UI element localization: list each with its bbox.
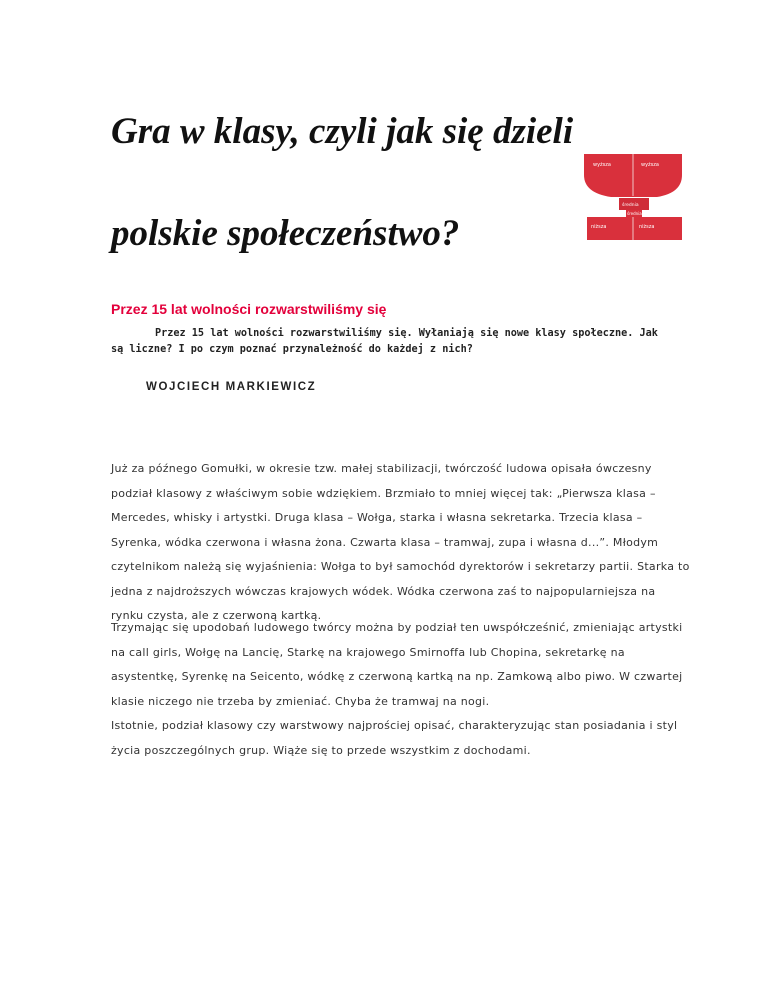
article-lead: Przez 15 lat wolności rozwarstwiliśmy się. Wyłaniają się nowe klasy społeczne. Jak są liczne? I po czym poznać przynależność do każdej z nich? <box>111 328 658 355</box>
logo-label: niższa <box>639 224 655 230</box>
body-paragraph: Trzymając się upodobań ludowego twórcy można by podział ten uwspółcześnić, zmieniając artystki na call girls, Wołgę na Lancię, Starkę na krajowego Smirnoffa lub Chopina, sekretarkę na asystentkę, Syrenkę na Seicento, wódkę z czerwoną kartką na np. Zamkową albo piwo. W czwartej klasie niczego nie trzeba by zmieniać. Chyba że tramwaj na nogi. <box>111 621 683 708</box>
article-subtitle: Przez 15 lat wolności rozwarstwiliśmy się <box>111 301 387 317</box>
logo-label: wyższa <box>641 162 659 168</box>
body-paragraph: Już za późnego Gomułki, w okresie tzw. małej stabilizacji, twórczość ludowa opisała ówczesny podział klasowy z właściwym sobie wdziękiem. Brzmiało to mniej więcej tak: „Pierwsza klasa – Mercedes, whisky i artystki. Druga klasa – Wołga, starka i własna sekretarka. Trzecia klasa – Syrenka, wódka czerwona i własna żona. Czwarta klasa – tramwaj, zupa i własna d...”. Młodym czytelnikom należą się wyjaśnienia: Wołga to był samochód dyrektorów i sekretarzy partii. Starka to jedna z najdroższych wówczas krajowych wódek. Wódka czerwona zaś to najpopularniejsza na rynku czysta, ale z czerwoną kartką. <box>111 462 690 622</box>
logo-label: średnia <box>627 211 642 216</box>
logo-label: średnia <box>622 203 639 208</box>
author-name: WOJCIECH MARKIEWICZ <box>146 381 317 393</box>
article-title-line-2: polskie społeczeństwo? <box>111 213 460 254</box>
article-title-line-1: Gra w klasy, czyli jak się dzieli <box>111 111 574 152</box>
social-classes-logo <box>581 151 687 243</box>
logo-label: wyższa <box>593 162 611 168</box>
logo-label: niższa <box>591 224 607 230</box>
body-paragraph: Istotnie, podział klasowy czy warstwowy najprościej opisać, charakteryzując stan posiadania i styl życia poszczególnych grup. Wiąże się to przede wszystkim z dochodami. <box>111 719 678 757</box>
